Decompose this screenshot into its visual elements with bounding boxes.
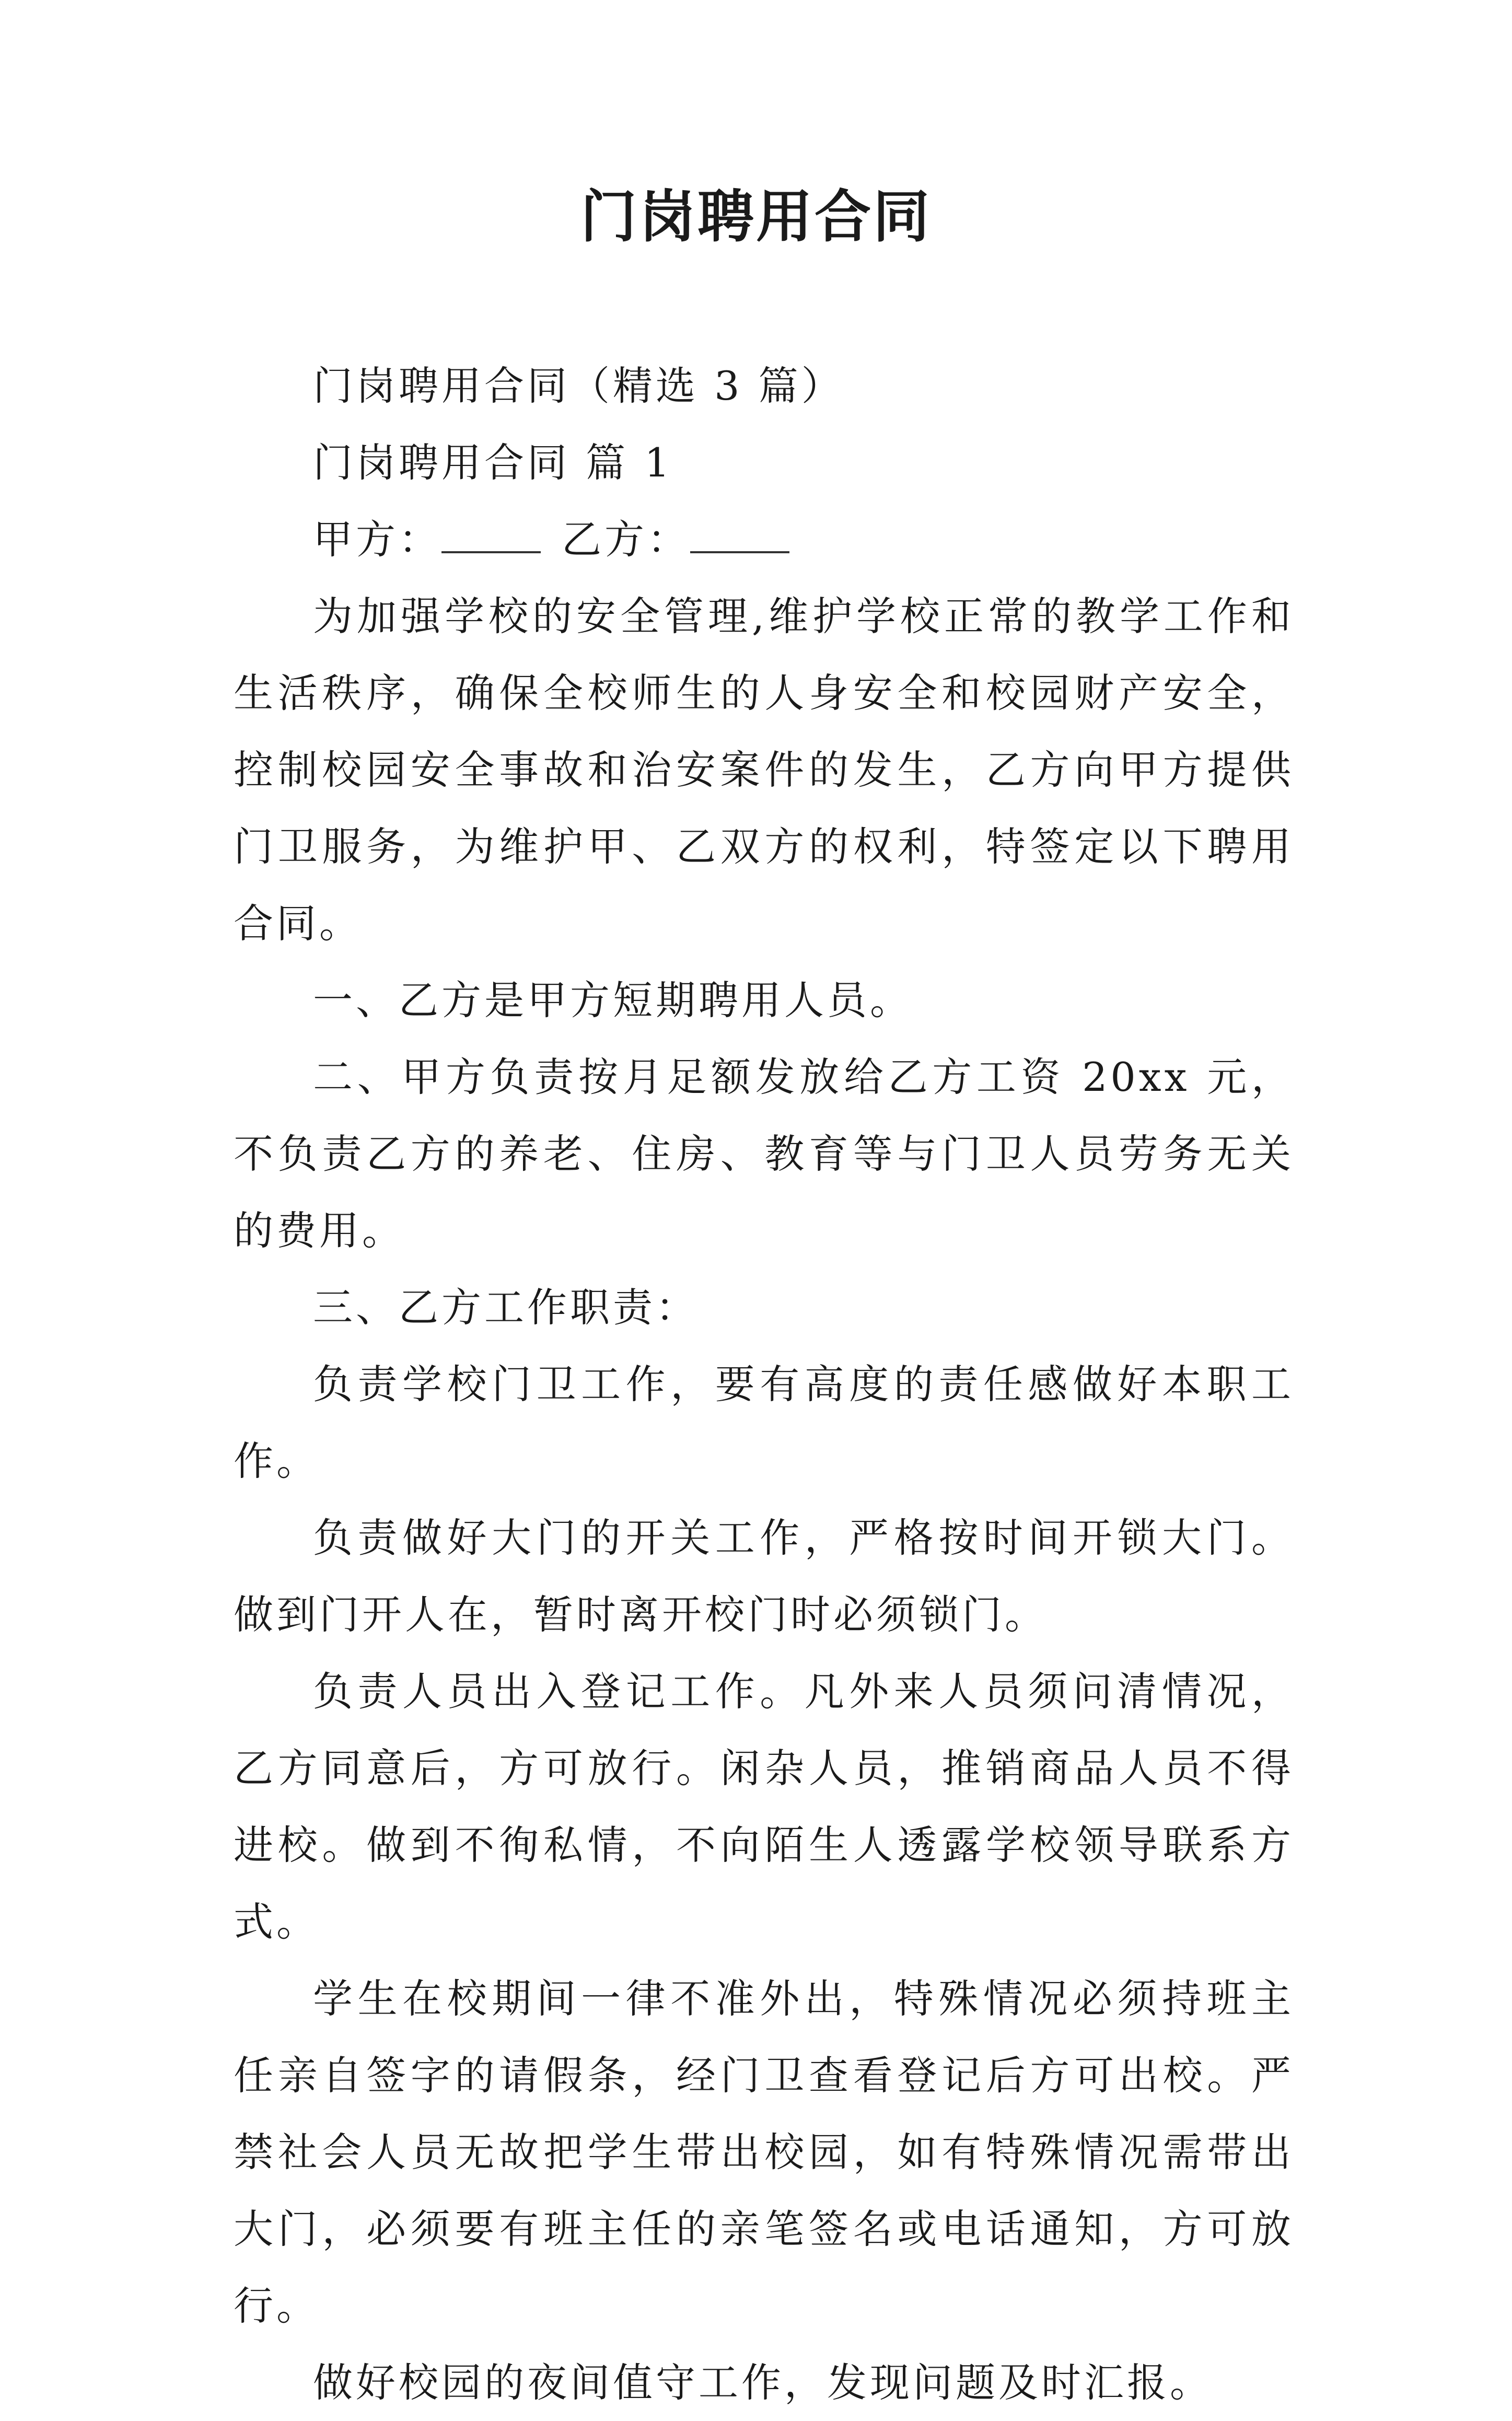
party-a-label: 甲方： <box>313 516 441 563</box>
paragraph-clause-2: 二、甲方负责按月足额发放给乙方工资 20xx 元，不负责乙方的养老、住房、教育等与门卫人员劳务无关的费用。 <box>234 1054 1294 1254</box>
paragraph-duty-1: 负责学校门卫工作，要有高度的责任感做好本职工作。 <box>234 1361 1294 1484</box>
paragraph-duty-5: 做好校园的夜间值守工作，发现问题及时汇报。 <box>313 2359 1213 2406</box>
party-a-blank <box>441 520 541 553</box>
party-b-blank <box>690 520 789 553</box>
document-subtitle: 门岗聘用合同（精选 3 篇） <box>313 363 844 409</box>
paragraph-duty-2: 负责做好大门的开关工作，严格按时间开锁大门。做到门开人在，暂时离开校门时必须锁门。 <box>234 1515 1294 1638</box>
section-heading: 门岗聘用合同 篇 1 <box>313 439 673 486</box>
parties-line <box>234 501 1294 578</box>
paragraph-purpose: 为加强学校的安全管理,维护学校正常的教学工作和生活秩序，确保全校师生的人身安全和校园财产安全，控制校园安全事故和治安案件的发生，乙方向甲方提供门卫服务，为维护甲、乙双方的权利，特签定以下聘用合同。 <box>234 593 1294 947</box>
document-body <box>234 347 1294 2421</box>
paragraph-duty-3: 负责人员出入登记工作。凡外来人员须问清情况，乙方同意后，方可放行。闲杂人员，推销商品人员不得进校。做到不徇私情，不向陌生人透露学校领导联系方式。 <box>234 1668 1294 1945</box>
paragraph-clause-1: 一、乙方是甲方短期聘用人员。 <box>313 977 913 1023</box>
document-title: 门岗聘用合同 <box>580 184 932 250</box>
paragraph-clause-3: 三、乙方工作职责： <box>313 1284 699 1331</box>
party-b-label: 乙方： <box>562 516 690 563</box>
paragraph-duty-4: 学生在校期间一律不准外出，特殊情况必须持班主任亲自签字的请假条，经门卫查看登记后方可出校。严禁社会人员无故把学生带出校园，如有特殊情况需带出大门，必须要有班主任的亲笔签名或电话通知，方可放行。 <box>234 1975 1294 2329</box>
